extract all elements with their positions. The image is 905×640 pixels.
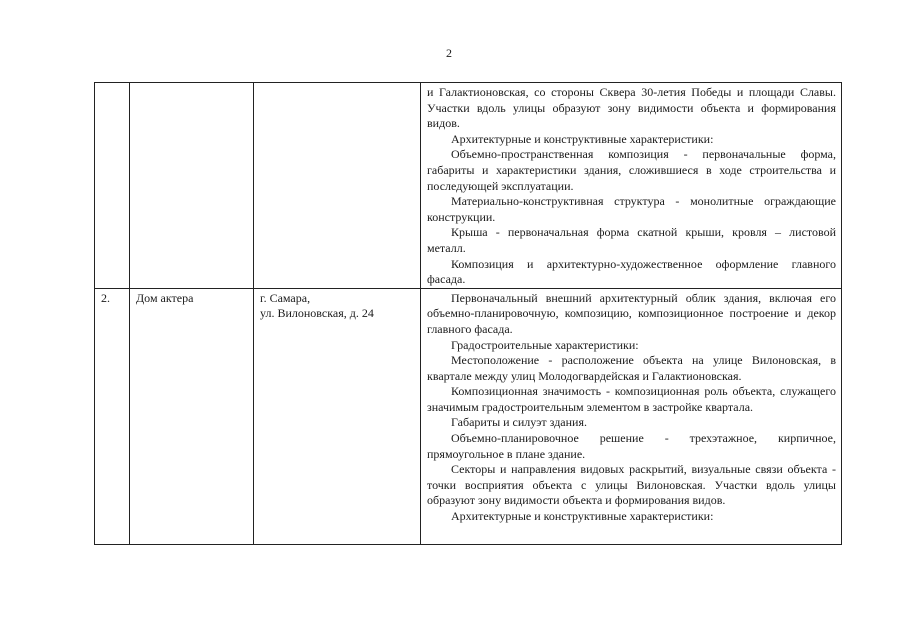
description-paragraph: Габариты и силуэт здания. — [451, 415, 587, 430]
row-number-cell: 2. — [95, 288, 130, 544]
table-row — [95, 288, 842, 544]
description-paragraph: Композиционная значимость - композиционная роль объекта, служащего значимым градостроительным элементом в застройке квартала. — [427, 384, 836, 414]
address-street: ул. Вилоновская, д. 24 — [260, 306, 374, 321]
description-paragraph: Материально-конструктивная структура - монолитные ограждающие конструкции. — [427, 194, 836, 224]
address-city: г. Самара, — [260, 290, 311, 305]
description-paragraph: Композиция и архитектурно-художественное оформление главного фасада. — [427, 256, 836, 287]
table-row — [95, 83, 842, 289]
description-paragraph: Градостроительные характеристики: — [451, 337, 639, 352]
page-number: 2 — [446, 46, 452, 60]
object-name-cell: Дом актера — [130, 288, 254, 544]
heritage-table — [94, 82, 842, 545]
object-name-cell — [130, 83, 254, 289]
description-paragraph: Крыша - первоначальная форма скатной крыши, кровля – листовой металл. — [427, 225, 836, 255]
description-cell — [421, 288, 842, 544]
description-paragraph: Первоначальный внешний архитектурный облик здания, включая его объемно-планировочную, композицию, композиционное построение и декор главного фасада. — [427, 290, 836, 336]
address-cell — [254, 83, 421, 289]
description-paragraph: Архитектурные и конструктивные характеристики: — [451, 509, 714, 524]
address-cell — [254, 288, 421, 544]
row-number-cell — [95, 83, 130, 289]
description-paragraph: Объемно-пространственная композиция - первоначальные форма, габариты и характеристики здания, сложившиеся в ходе строительства и последующей эксплуатации. — [427, 147, 836, 193]
description-paragraph: Местоположение - расположение объекта на улице Вилоновская, в квартале между улиц Молодогвардейская и Галактионовская. — [427, 353, 836, 383]
description-cell — [421, 83, 842, 289]
description-paragraph: Объемно-планировочное решение - трехэтажное, кирпичное, прямоугольное в плане здание. — [427, 431, 836, 461]
description-paragraph: Секторы и направления видовых раскрытий, визуальные связи объекта - точки восприятия объекта с улицы Вилоновская. Участки вдоль улицы образуют зону видимости объекта и формирования видов. — [427, 462, 836, 508]
description-paragraph: Архитектурные и конструктивные характеристики: — [451, 131, 714, 146]
description-paragraph: и Галактионовская, со стороны Сквера 30-летия Победы и площади Славы. Участки вдоль улицы образуют зону видимости объекта и формирования видов. — [427, 85, 836, 131]
